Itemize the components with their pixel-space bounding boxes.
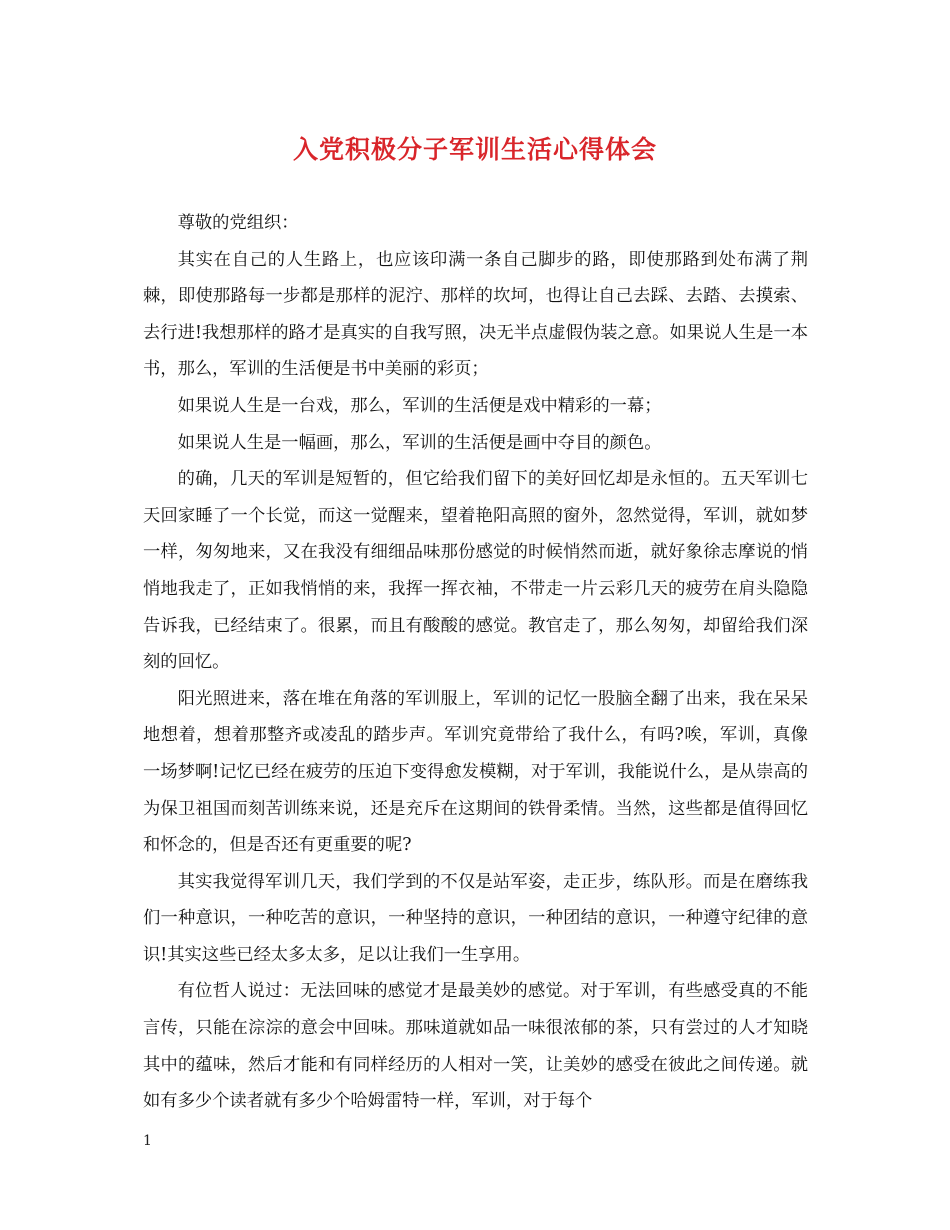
paragraph: 其实我觉得军训几天，我们学到的不仅是站军姿，走正步，练队形。而是在磨练我们一种意识，一种吃苦的意识，一种坚持的意识，一种团结的意识，一种遵守纪律的意识!其实这些已经太多太多，足以让我们一生享用。 [143,871,808,965]
page-number: 1 [143,1133,152,1149]
paragraph: 如果说人生是一幅画，那么，军训的生活便是画中夺目的颜色。 [177,432,662,453]
document-title: 入党积极分子军训生活心得体会 [292,135,657,164]
paragraph: 阳光照进来，落在堆在角落的军训服上，军训的记忆一股脑全翻了出来，我在呆呆地想着，想着那整齐或凌乱的踏步声。军训究竟带给了我什么，有吗?唉，军训，真像一场梦啊!记忆已经在疲劳的压迫下变得愈发模糊，对于军训，我能说什么，是从崇高的为保卫祖国而刻苦训练来说，还是充斥在这期间的铁骨柔情。当然，这些都是值得回忆和怀念的，但是否还有更重要的呢? [143,688,808,856]
paragraph: 的确，几天的军训是短暂的，但它给我们留下的美好回忆却是永恒的。五天军训七天回家睡了一个长觉，而这一觉醒来，望着艳阳高照的窗外，忽然觉得，军训，就如梦一样，匆匆地来，又在我没有细细品味那份感觉的时候悄然而逝，就好象徐志摩说的悄悄地我走了，正如我悄悄的来，我挥一挥衣袖，不带走一片云彩几天的疲劳在肩头隐隐告诉我，已经结束了。很累，而且有酸酸的感觉。教官走了，那么匆匆，却留给我们深刻的回忆。 [143,469,808,673]
document-body [143,205,808,1120]
salutation: 尊敬的党组织： [177,213,299,233]
paragraph: 如果说人生是一台戏，那么，军训的生活便是戏中精彩的一幕； [177,395,662,416]
paragraph: 其实在自己的人生路上，也应该印满一条自己脚步的路，即使那路到处布满了荆棘，即使那路每一步都是那样的泥泞、那样的坎坷，也得让自己去踩、去踏、去摸索、去行进!我想那样的路才是真实的自我写照，决无半点虚假伪装之意。如果说人生是一本书，那么，军训的生活便是书中美丽的彩页； [143,249,808,380]
paragraph: 有位哲人说过：无法回味的感觉才是最美妙的感觉。对于军训，有些感受真的不能言传，只能在淙淙的意会中回味。那味道就如品一味很浓郁的茶，只有尝过的人才知晓其中的蕴味，然后才能和有同样经历的人相对一笑，让美妙的感受在彼此之间传递。就如有多少个读者就有多少个哈姆雷特一样，军训，对于每个 [143,981,808,1112]
